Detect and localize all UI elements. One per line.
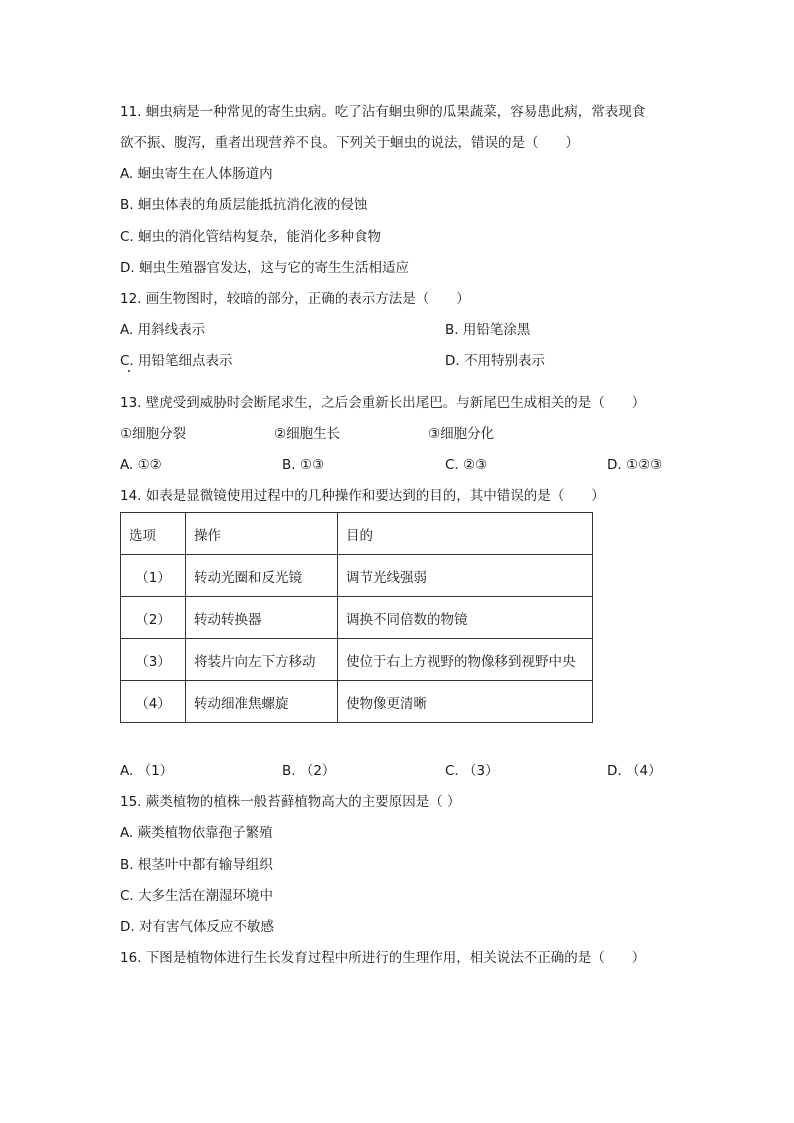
- table-row: [121, 639, 593, 681]
- q13-stem: 13. 壁虎受到威胁时会断尾求生，之后会重新长出尾巴。与新尾巴生成相关的是（ ）: [120, 395, 646, 411]
- table-row: [121, 681, 593, 723]
- q12-option-a: A. 用斜线表示: [120, 322, 206, 338]
- table-cell: （4）: [121, 681, 186, 723]
- table-cell: （3）: [121, 639, 186, 681]
- table-cell: （1）: [121, 555, 186, 597]
- q11-option-c: C. 蛔虫的消化管结构复杂，能消化多种食物: [120, 229, 382, 245]
- q14-option-b: B. （2）: [282, 763, 336, 779]
- q12-stem: 12. 画生物图时，较暗的部分，正确的表示方法是（ ）: [120, 291, 470, 307]
- table-row: [121, 555, 593, 597]
- table-header: 操作: [186, 513, 338, 555]
- q15-option-b: B. 根茎叶中都有输导组织: [120, 857, 273, 873]
- q15-option-d: D. 对有害气体反应不敏感: [120, 919, 274, 935]
- q13-item-3: ③细胞分化: [428, 426, 495, 442]
- q13-option-a: A. ①②: [120, 457, 162, 473]
- q11-option-a: A. 蛔虫寄生在人体肠道内: [120, 166, 273, 182]
- table-cell: 调换不同倍数的物镜: [338, 597, 593, 639]
- table-cell: 使物像更清晰: [338, 681, 593, 723]
- q12-option-b: B. 用铅笔涂黑: [445, 322, 531, 338]
- table-cell: 将装片向左下方移动: [186, 639, 338, 681]
- q11-stem-line2: 欲不振、腹泻，重者出现营养不良。下列关于蛔虫的说法，错误的是（ ）: [120, 135, 579, 151]
- table-cell: 转动细准焦螺旋: [186, 681, 338, 723]
- q11-stem-line1: 11. 蛔虫病是一种常见的寄生虫病。吃了沾有蛔虫卵的瓜果蔬菜，容易患此病，常表现食: [120, 104, 646, 120]
- table-row: [121, 597, 593, 639]
- table-header-row: [121, 513, 593, 555]
- table-cell: 调节光线强弱: [338, 555, 593, 597]
- q13-option-c: C. ②③: [445, 457, 488, 473]
- q14-option-a: A. （1）: [120, 763, 174, 779]
- q11-option-d: D. 蛔虫生殖器官发达，这与它的寄生生活相适应: [120, 260, 409, 276]
- q13-option-b: B. ①③: [282, 457, 325, 473]
- q13-option-d: D. ①②③: [607, 457, 663, 473]
- table-cell: 转动光圈和反光镜: [186, 555, 338, 597]
- table-header: 选项: [121, 513, 186, 555]
- microscope-table: [120, 512, 593, 723]
- q16-stem: 16. 下图是植物体进行生长发育过程中所进行的生理作用，相关说法不正确的是（ ）: [120, 950, 646, 966]
- table-cell: （2）: [121, 597, 186, 639]
- table-cell: 使位于右上方视野的物像移到视野中央: [338, 639, 593, 681]
- q12-option-c: C. 用铅笔细点表示: [120, 353, 233, 369]
- q15-option-a: A. 蕨类植物依靠孢子繁殖: [120, 825, 273, 841]
- q14-stem: 14. 如表是显微镜使用过程中的几种操作和要达到的目的，其中错误的是（ ）: [120, 488, 605, 504]
- stray-dot: [128, 370, 130, 372]
- q14-option-d: D. （4）: [607, 763, 662, 779]
- q13-item-1: ①细胞分裂: [120, 426, 187, 442]
- q11-option-b: B. 蛔虫体表的角质层能抵抗消化液的侵蚀: [120, 197, 368, 213]
- q15-option-c: C. 大多生活在潮湿环境中: [120, 888, 274, 904]
- q13-item-2: ②细胞生长: [274, 426, 341, 442]
- table-header: 目的: [338, 513, 593, 555]
- q14-option-c: C. （3）: [445, 763, 499, 779]
- table-cell: 转动转换器: [186, 597, 338, 639]
- q15-stem: 15. 蕨类植物的植株一般苔藓植物高大的主要原因是（ ）: [120, 794, 461, 810]
- q12-option-d: D. 不用特别表示: [445, 353, 545, 369]
